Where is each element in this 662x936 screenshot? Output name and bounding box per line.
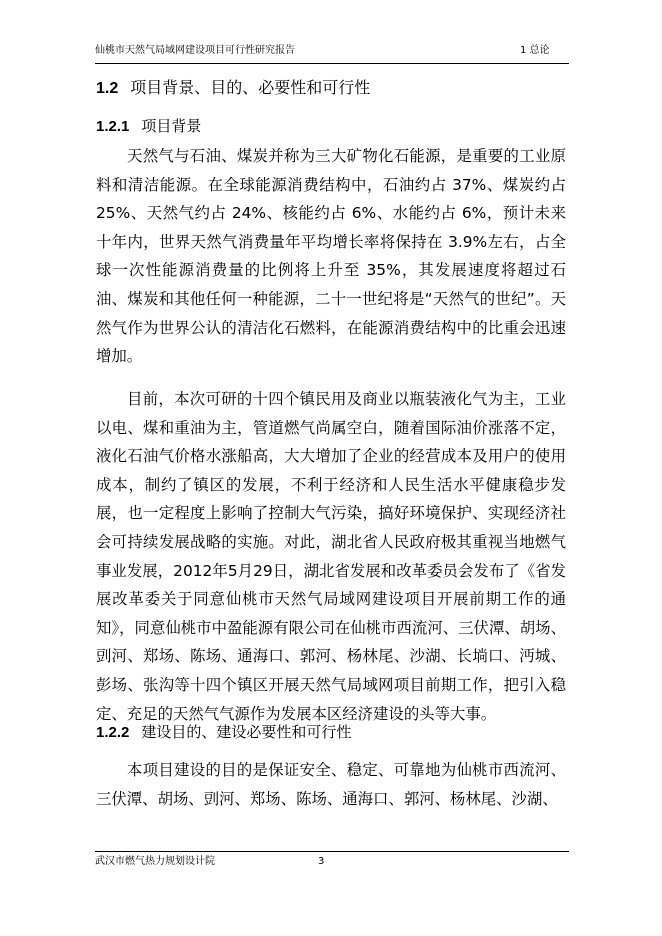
header-doc-title: 仙桃市天然气局域网建设项目可行性研究报告 — [95, 45, 295, 56]
body-paragraph: 本项目建设的目的是保证安全、稳定、可靠地为仙桃市西流河、三伏潭、胡场、剅河、郑场、陈场、通海口、郭河、杨林尾、沙湖、 — [96, 761, 566, 808]
subsection-heading-background — [96, 116, 201, 137]
section-title: 项目背景、目的、必要性和可行性 — [130, 78, 371, 97]
body-paragraph: 天然气与石油、煤炭并称为三大矿物化石能源，是重要的工业原料和清洁能源。在全球能源消费结构中，石油约占 37%、煤炭约占 25%、天然气约占 24%、核能约占 6%、水能约占 6%，预计未来十年内，世界天然气消费量年平均增长率将保持在 3.9%左右，占全球一次性能源消费量的比例将上升至 35%，其发展速度将超过石油、煤炭和其他任何一种能源，二十一世纪将是“天然气的世纪”。天然气作为世界公认的清洁化石燃料，在能源消费结构中的比重会迅速增加。 — [96, 147, 566, 366]
header-chapter: 1 总论 — [520, 45, 550, 56]
section-heading — [96, 78, 370, 99]
header-rule — [95, 63, 569, 64]
body-paragraph: 目前，本次可研的十四个镇民用及商业以瓶装液化气为主，工业以电、煤和重油为主，管道燃气尚属空白，随着国际油价涨落不定，液化石油气价格水涨船高，大大增加了企业的经营成本及用户的使用成本，制约了镇区的发展，不利于经济和人民生活水平健康稳步发展，也一定程度上影响了控制大气污染，搞好环境保护、实现经济社会可持续发展战略的实施。对此，湖北省人民政府极其重视当地燃气事业发展，2012年5月29日，湖北省发展和改革委员会发布了《省发展改革委关于同意仙桃市天然气局域网建设项目开展前期工作的通知》，同意仙桃市中盈能源有限公司在仙桃市西流河、三伏潭、胡场、剅河、郑场、陈场、通海口、郭河、杨林尾、沙湖、长埫口、沔城、彭场、张沟等十四个镇区开展天然气局域网项目前期工作，把引入稳定、充足的天然气气源作为发展本区经济建设的头等大事。 — [96, 390, 566, 723]
page-number: 3 — [318, 856, 325, 867]
subsection-title: 项目背景 — [141, 117, 202, 135]
footer-rule — [95, 851, 569, 852]
footer-org: 武汉市燃气热力规划设计院 — [95, 856, 215, 867]
subsection-number: 1.2.1 — [96, 118, 130, 135]
section-number: 1.2 — [96, 80, 119, 97]
subsection-number: 1.2.2 — [96, 724, 130, 741]
subsection-title: 建设目的、建设必要性和可行性 — [141, 723, 352, 741]
subsection-heading-purpose — [96, 722, 351, 743]
